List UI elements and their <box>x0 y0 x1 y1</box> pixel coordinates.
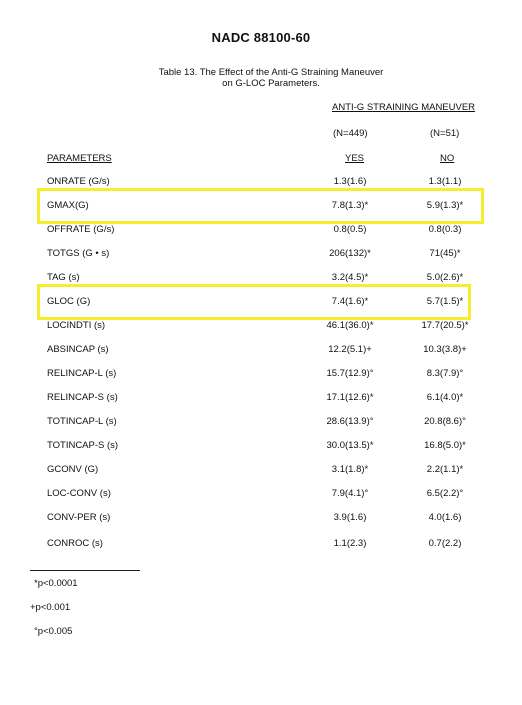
document-id: NADC 88100-60 <box>211 30 311 45</box>
table-row <box>0 248 522 262</box>
parameter-name: TOTGS (G • s) <box>47 248 110 259</box>
parameter-name: RELINCAP-L (s) <box>47 368 117 379</box>
value-no: 6.5(2.2)° <box>426 488 464 499</box>
value-no: 5.0(2.6)* <box>426 272 464 283</box>
value-no: 10.3(3.8)+ <box>423 344 467 355</box>
parameter-name: LOC-CONV (s) <box>47 488 111 499</box>
value-yes: 206(132)* <box>329 248 371 259</box>
table-row <box>0 440 522 454</box>
n-count-yes: (N=449) <box>333 128 368 139</box>
value-yes: 15.7(12.9)° <box>326 368 374 379</box>
parameter-name: LOCINDTI (s) <box>47 320 106 331</box>
value-yes: 0.8(0.5) <box>333 224 367 235</box>
parameter-name: TOTINCAP-S (s) <box>47 440 119 451</box>
table-row <box>0 392 522 406</box>
parameter-name: CONV-PER (s) <box>47 512 111 523</box>
value-yes: 1.3(1.6) <box>333 176 367 187</box>
parameter-name: RELINCAP-S (s) <box>47 392 118 403</box>
table-row <box>0 272 522 286</box>
value-no: 71(45)* <box>429 248 461 259</box>
table-caption <box>0 67 522 89</box>
n-count-no: (N=51) <box>430 128 460 139</box>
value-yes: 46.1(36.0)* <box>326 320 374 331</box>
value-yes: 7.9(4.1)° <box>331 488 369 499</box>
footnote-divider <box>30 570 140 571</box>
value-no: 16.8(5.0)* <box>424 440 466 451</box>
parameter-name: GCONV (G) <box>47 464 99 475</box>
footnote-p005: °p<0.005 <box>34 626 73 637</box>
parameter-name: TOTINCAP-L (s) <box>47 416 117 427</box>
value-no: 1.3(1.1) <box>428 176 462 187</box>
table-row <box>0 320 522 334</box>
parameter-name: OFFRATE (G/s) <box>47 224 115 235</box>
value-yes: 28.6(13.9)° <box>326 416 374 427</box>
table-row <box>0 538 522 552</box>
parameter-name: TAG (s) <box>47 272 80 283</box>
value-yes: 3.1(1.8)* <box>331 464 369 475</box>
value-no: 6.1(4.0)* <box>426 392 464 403</box>
parameter-name: GMAX(G) <box>47 200 89 211</box>
table-row <box>0 200 522 214</box>
column-header-parameters: PARAMETERS <box>47 153 112 164</box>
value-yes: 30.0(13.5)* <box>326 440 374 451</box>
value-no: 8.3(7.9)° <box>426 368 464 379</box>
parameter-name: ABSINCAP (s) <box>47 344 109 355</box>
column-header-yes: YES <box>345 153 365 164</box>
footnote-p001: +p<0.001 <box>30 602 71 613</box>
value-no: 5.9(1.3)* <box>426 200 464 211</box>
column-header-no: NO <box>440 153 455 164</box>
parameter-name: GLOC (G) <box>47 296 91 307</box>
table-row <box>0 368 522 382</box>
caption-line-1: Table 13. The Effect of the Anti-G Straining Maneuver <box>158 67 384 78</box>
table-row <box>0 344 522 358</box>
table-row <box>0 224 522 238</box>
table-row <box>0 296 522 310</box>
value-yes: 7.8(1.3)* <box>331 200 369 211</box>
value-yes: 3.2(4.5)* <box>331 272 369 283</box>
parameter-name: ONRATE (G/s) <box>47 176 110 187</box>
value-no: 4.0(1.6) <box>428 512 462 523</box>
value-no: 2.2(1.1)* <box>426 464 464 475</box>
table-row <box>0 464 522 478</box>
value-no: 0.8(0.3) <box>428 224 462 235</box>
table-row <box>0 512 522 526</box>
table-row <box>0 416 522 430</box>
value-no: 5.7(1.5)* <box>426 296 464 307</box>
footnote-p0001: *p<0.0001 <box>34 578 78 589</box>
group-heading: ANTI-G STRAINING MANEUVER <box>332 102 476 113</box>
value-yes: 1.1(2.3) <box>333 538 367 549</box>
caption-line-2: on G-LOC Parameters. <box>222 78 320 89</box>
table-row <box>0 176 522 190</box>
value-yes: 12.2(5.1)+ <box>328 344 372 355</box>
parameter-name: CONROC (s) <box>47 538 103 549</box>
value-no: 17.7(20.5)* <box>421 320 469 331</box>
value-no: 0.7(2.2) <box>428 538 462 549</box>
value-yes: 17.1(12.6)* <box>326 392 374 403</box>
table-row <box>0 488 522 502</box>
value-no: 20.8(8.6)° <box>424 416 466 427</box>
value-yes: 7.4(1.6)* <box>331 296 369 307</box>
value-yes: 3.9(1.6) <box>333 512 367 523</box>
